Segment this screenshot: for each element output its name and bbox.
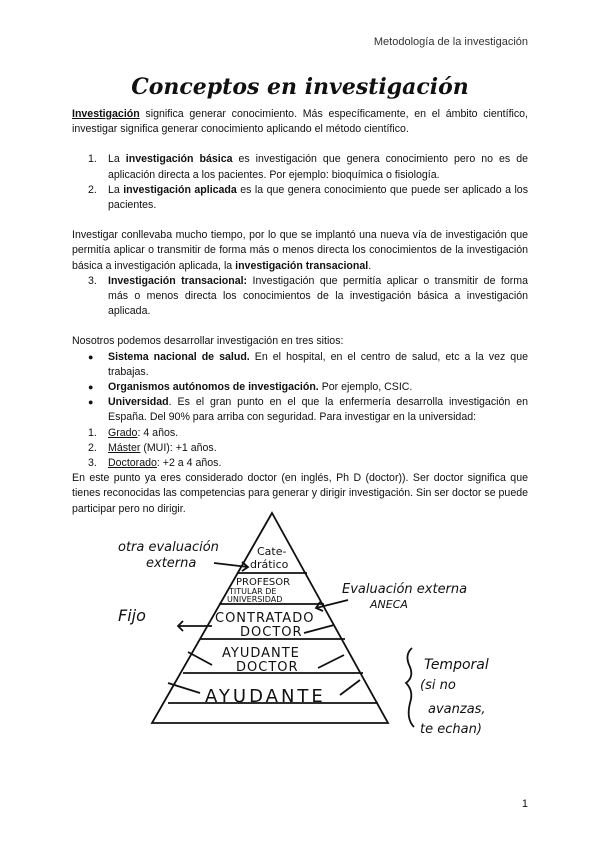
level-label: DOCTOR	[240, 625, 303, 640]
list-item: 2. La investigación aplicada es la que genera conocimiento que puede ser aplicado a los pacientes.	[88, 183, 528, 212]
page-title: Conceptos en investigación	[131, 74, 469, 100]
arrow-left-low	[188, 652, 212, 665]
note-text: Fijo	[118, 606, 146, 625]
arrow-fijo	[178, 621, 212, 631]
note-text: otra evaluación	[118, 540, 219, 555]
list-item: 1. Grado: 4 años.	[88, 426, 179, 439]
list-item: 1. La investigación básica es investigación que genera conocimiento pero no es de aplicación directa a los pacientes. Por ejemplo: bioquímica o fisiología.	[88, 153, 528, 181]
arrow-right-mid	[304, 625, 334, 633]
list-item: 3. Investigación transacional: Investigación que permitía aplicar o transmitir de forma más o menos directa los conocimientos de la investigación básica a investigación aplicada.	[88, 274, 528, 318]
note-text: ANECA	[370, 598, 408, 611]
level-label: UNIVERSIDAD	[227, 595, 283, 604]
level-label: Cate-	[257, 545, 287, 558]
level-label: CONTRATADO	[215, 611, 315, 626]
level-label: DOCTOR	[236, 660, 299, 675]
list-item: 2. Máster (MUI): +1 años.	[88, 441, 217, 454]
bullet-item: ● Universidad. Es el gran punto en el que la enfermería desarrolla investigación en España. Del 90% para arriba con seguridad. Para investigar en la universidad:	[88, 396, 528, 424]
bullet-item: ● Organismos autónomos de investigación. Por ejemplo, CSIC.	[88, 381, 413, 394]
paragraph-doctor: En este punto ya eres considerado doctor (en inglés, Ph D (doctor)). Ser doctor significa que tienes reconocidas las competencias para generar y dirigir investigación. Sin ser doctor se puede participar pero no dirigir.	[72, 472, 528, 515]
running-header: Metodología de la investigación	[373, 36, 528, 48]
level-label: drático	[250, 558, 289, 571]
pyramid-diagram	[0, 505, 600, 755]
level-label: PROFESOR	[236, 577, 291, 588]
level-label: TITULAR DE	[229, 587, 277, 596]
bullet-item: ● Sistema nacional de salud. En el hospital, en el centro de salud, etc a la vez que trabajas.	[88, 350, 528, 378]
note-text: externa	[146, 556, 197, 571]
note-text: Evaluación externa	[342, 582, 468, 597]
arrow-bottom-right	[340, 680, 360, 695]
note-text: avanzas,	[428, 702, 486, 717]
document-body	[72, 107, 528, 517]
note-text: Temporal	[424, 657, 489, 673]
list-item: 3. Doctorado: +2 a 4 años.	[88, 457, 222, 470]
note-text: (si no	[420, 678, 456, 693]
level-label: AYUDANTE	[205, 686, 326, 707]
intro-paragraph	[72, 107, 528, 137]
paragraph-sites: Nosotros podemos desarrollar investigación en tres sitios:	[72, 335, 344, 348]
note-text: te echan)	[420, 722, 482, 737]
temporal-brace	[406, 648, 414, 727]
arrow-right-low	[318, 655, 344, 668]
intro-term: Investigación	[72, 108, 140, 120]
intro-text: significa generar conocimiento. Más específicamente, en el ámbito científico, investigar significa generar conocimiento aplicando el método científico.	[72, 108, 528, 136]
arrow-to-top-level	[214, 562, 248, 571]
paragraph-transacional: Investigar conllevaba mucho tiempo, por lo que se implantó una nueva vía de investigación que permitía aplicar o transmitir de forma más o menos directa los conocimientos de la investigación básica a investigación aplicada, la investigación transacional.	[72, 229, 528, 272]
level-label: AYUDANTE	[222, 646, 300, 661]
page-number: 1	[521, 798, 528, 810]
